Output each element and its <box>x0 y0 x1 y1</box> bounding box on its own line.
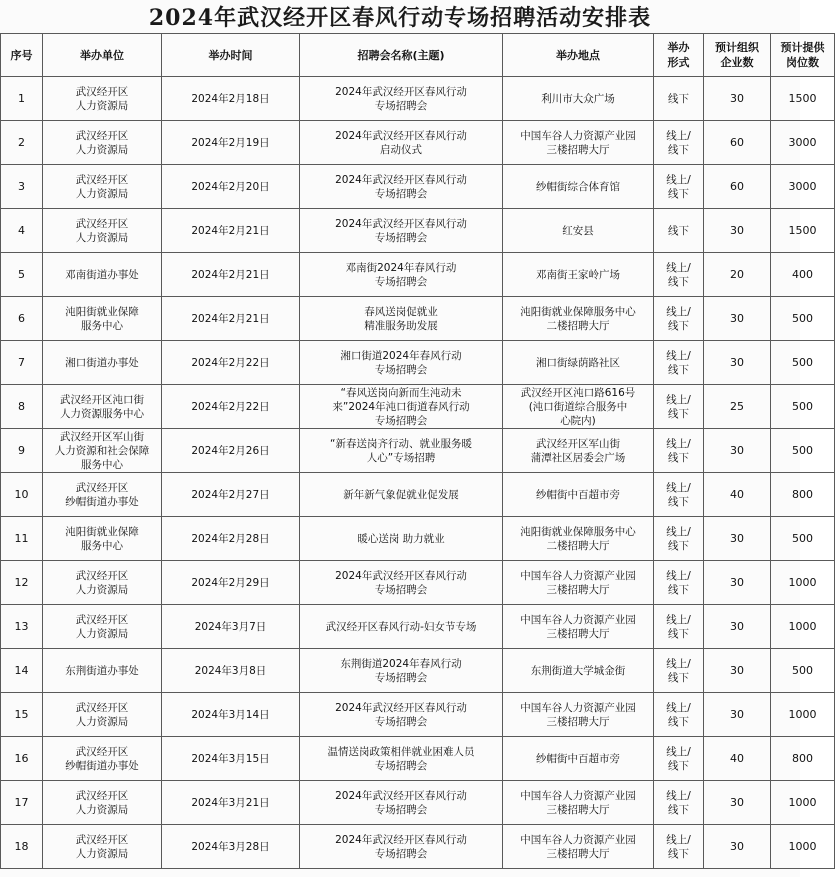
cell-companies: 30 <box>704 693 771 737</box>
table-row <box>1 385 835 429</box>
cell-seq: 1 <box>1 77 43 121</box>
cell-location: 纱帽街中百超市旁 <box>503 737 654 781</box>
cell-positions: 400 <box>771 253 835 297</box>
cell-seq: 18 <box>1 825 43 869</box>
cell-format: 线上/ 线下 <box>654 165 704 209</box>
cell-event-name: 2024年武汉经开区春风行动 启动仪式 <box>300 121 503 165</box>
cell-event-name: 2024年武汉经开区春风行动 专场招聘会 <box>300 825 503 869</box>
cell-date: 2024年2月28日 <box>162 517 300 561</box>
cell-organizer: 武汉经开区 人力资源局 <box>43 77 162 121</box>
header-organizer: 举办单位 <box>43 34 162 77</box>
cell-event-name: 邓南街2024年春风行动 专场招聘会 <box>300 253 503 297</box>
cell-seq: 14 <box>1 649 43 693</box>
cell-location: 湘口街绿荫路社区 <box>503 341 654 385</box>
cell-organizer: 武汉经开区 人力资源局 <box>43 693 162 737</box>
cell-positions: 500 <box>771 649 835 693</box>
cell-companies: 30 <box>704 781 771 825</box>
cell-companies: 30 <box>704 649 771 693</box>
cell-format: 线上/ 线下 <box>654 473 704 517</box>
cell-positions: 500 <box>771 341 835 385</box>
cell-date: 2024年2月29日 <box>162 561 300 605</box>
cell-positions: 500 <box>771 429 835 473</box>
cell-location: 中国车谷人力资源产业园 三楼招聘大厅 <box>503 561 654 605</box>
cell-organizer: 武汉经开区 人力资源局 <box>43 165 162 209</box>
cell-format: 线上/ 线下 <box>654 649 704 693</box>
cell-positions: 3000 <box>771 165 835 209</box>
cell-format: 线上/ 线下 <box>654 825 704 869</box>
table-body <box>1 77 835 869</box>
cell-seq: 12 <box>1 561 43 605</box>
cell-positions: 500 <box>771 297 835 341</box>
cell-date: 2024年2月21日 <box>162 209 300 253</box>
cell-event-name: 2024年武汉经开区春风行动 专场招聘会 <box>300 693 503 737</box>
cell-organizer: 湘口街道办事处 <box>43 341 162 385</box>
cell-companies: 20 <box>704 253 771 297</box>
cell-format: 线下 <box>654 209 704 253</box>
cell-event-name: 暖心送岗 助力就业 <box>300 517 503 561</box>
cell-organizer: 沌阳街就业保障 服务中心 <box>43 297 162 341</box>
cell-seq: 4 <box>1 209 43 253</box>
cell-positions: 3000 <box>771 121 835 165</box>
cell-format: 线上/ 线下 <box>654 561 704 605</box>
cell-companies: 30 <box>704 825 771 869</box>
cell-format: 线上/ 线下 <box>654 517 704 561</box>
cell-companies: 30 <box>704 297 771 341</box>
cell-organizer: 武汉经开区 人力资源局 <box>43 121 162 165</box>
cell-location: 中国车谷人力资源产业园 三楼招聘大厅 <box>503 693 654 737</box>
cell-location: 利川市大众广场 <box>503 77 654 121</box>
cell-seq: 2 <box>1 121 43 165</box>
cell-location: 中国车谷人力资源产业园 三楼招聘大厅 <box>503 781 654 825</box>
cell-format: 线上/ 线下 <box>654 297 704 341</box>
header-event-name: 招聘会名称(主题) <box>300 34 503 77</box>
cell-date: 2024年2月27日 <box>162 473 300 517</box>
cell-organizer: 东荆街道办事处 <box>43 649 162 693</box>
cell-format: 线上/ 线下 <box>654 737 704 781</box>
cell-seq: 13 <box>1 605 43 649</box>
cell-companies: 40 <box>704 737 771 781</box>
cell-positions: 500 <box>771 517 835 561</box>
cell-positions: 1000 <box>771 825 835 869</box>
cell-seq: 9 <box>1 429 43 473</box>
cell-seq: 8 <box>1 385 43 429</box>
cell-event-name: “新春送岗齐行动、就业服务暖 人心”专场招聘 <box>300 429 503 473</box>
table-row <box>1 561 835 605</box>
cell-seq: 16 <box>1 737 43 781</box>
cell-companies: 30 <box>704 341 771 385</box>
cell-location: 红安县 <box>503 209 654 253</box>
cell-date: 2024年2月19日 <box>162 121 300 165</box>
cell-organizer: 武汉经开区军山街 人力资源和社会保障 服务中心 <box>43 429 162 473</box>
cell-companies: 30 <box>704 209 771 253</box>
cell-event-name: 湘口街道2024年春风行动 专场招聘会 <box>300 341 503 385</box>
cell-date: 2024年2月20日 <box>162 165 300 209</box>
cell-location: 武汉经开区军山街 蒲潭社区居委会广场 <box>503 429 654 473</box>
cell-organizer: 武汉经开区 人力资源局 <box>43 825 162 869</box>
table-row <box>1 517 835 561</box>
cell-organizer: 武汉经开区 人力资源局 <box>43 605 162 649</box>
cell-companies: 30 <box>704 429 771 473</box>
table-row <box>1 605 835 649</box>
cell-date: 2024年3月8日 <box>162 649 300 693</box>
cell-seq: 6 <box>1 297 43 341</box>
cell-date: 2024年2月22日 <box>162 385 300 429</box>
cell-positions: 800 <box>771 737 835 781</box>
table-row <box>1 649 835 693</box>
cell-location: 东荆街道大学城金街 <box>503 649 654 693</box>
header-seq: 序号 <box>1 34 43 77</box>
cell-location: 中国车谷人力资源产业园 三楼招聘大厅 <box>503 121 654 165</box>
page-title: 2024年武汉经开区春风行动专场招聘活动安排表 <box>148 5 652 31</box>
cell-organizer: 邓南街道办事处 <box>43 253 162 297</box>
header-format: 举办 形式 <box>654 34 704 77</box>
cell-organizer: 武汉经开区沌口街 人力资源服务中心 <box>43 385 162 429</box>
cell-companies: 30 <box>704 561 771 605</box>
cell-format: 线上/ 线下 <box>654 429 704 473</box>
cell-positions: 1000 <box>771 781 835 825</box>
cell-positions: 1500 <box>771 209 835 253</box>
cell-organizer: 武汉经开区 人力资源局 <box>43 561 162 605</box>
table-row <box>1 253 835 297</box>
header-date: 举办时间 <box>162 34 300 77</box>
cell-format: 线上/ 线下 <box>654 385 704 429</box>
schedule-table <box>0 33 835 869</box>
cell-location: 沌阳街就业保障服务中心 二楼招聘大厅 <box>503 297 654 341</box>
table-row <box>1 209 835 253</box>
cell-companies: 30 <box>704 517 771 561</box>
cell-location: 中国车谷人力资源产业园 三楼招聘大厅 <box>503 605 654 649</box>
cell-seq: 17 <box>1 781 43 825</box>
cell-date: 2024年3月28日 <box>162 825 300 869</box>
cell-positions: 1000 <box>771 693 835 737</box>
table-row <box>1 825 835 869</box>
cell-positions: 800 <box>771 473 835 517</box>
cell-companies: 60 <box>704 165 771 209</box>
table-row <box>1 737 835 781</box>
cell-event-name: 东荆街道2024年春风行动 专场招聘会 <box>300 649 503 693</box>
table-row <box>1 297 835 341</box>
cell-format: 线上/ 线下 <box>654 121 704 165</box>
cell-event-name: 新年新气象促就业促发展 <box>300 473 503 517</box>
cell-date: 2024年2月26日 <box>162 429 300 473</box>
cell-companies: 25 <box>704 385 771 429</box>
cell-seq: 11 <box>1 517 43 561</box>
cell-positions: 1500 <box>771 77 835 121</box>
table-row <box>1 341 835 385</box>
cell-seq: 10 <box>1 473 43 517</box>
cell-event-name: 2024年武汉经开区春风行动 专场招聘会 <box>300 77 503 121</box>
cell-location: 沌阳街就业保障服务中心 二楼招聘大厅 <box>503 517 654 561</box>
cell-format: 线上/ 线下 <box>654 781 704 825</box>
cell-positions: 1000 <box>771 561 835 605</box>
cell-format: 线上/ 线下 <box>654 253 704 297</box>
header-location: 举办地点 <box>503 34 654 77</box>
cell-date: 2024年2月22日 <box>162 341 300 385</box>
cell-event-name: 2024年武汉经开区春风行动 专场招聘会 <box>300 209 503 253</box>
cell-event-name: “春风送岗向新而生沌动未 来”2024年沌口街道春风行动 专场招聘会 <box>300 385 503 429</box>
table-row <box>1 693 835 737</box>
cell-event-name: 2024年武汉经开区春风行动 专场招聘会 <box>300 561 503 605</box>
cell-date: 2024年2月21日 <box>162 253 300 297</box>
cell-event-name: 武汉经开区春风行动-妇女节专场 <box>300 605 503 649</box>
cell-seq: 5 <box>1 253 43 297</box>
cell-location: 中国车谷人力资源产业园 三楼招聘大厅 <box>503 825 654 869</box>
table-row <box>1 121 835 165</box>
table-row <box>1 781 835 825</box>
cell-format: 线下 <box>654 77 704 121</box>
cell-positions: 1000 <box>771 605 835 649</box>
cell-organizer: 武汉经开区 人力资源局 <box>43 781 162 825</box>
cell-companies: 60 <box>704 121 771 165</box>
cell-seq: 3 <box>1 165 43 209</box>
cell-location: 纱帽街综合体育馆 <box>503 165 654 209</box>
cell-location: 纱帽街中百超市旁 <box>503 473 654 517</box>
cell-date: 2024年2月18日 <box>162 77 300 121</box>
cell-companies: 30 <box>704 77 771 121</box>
cell-event-name: 春风送岗促就业 精准服务助发展 <box>300 297 503 341</box>
table-row <box>1 429 835 473</box>
cell-date: 2024年3月14日 <box>162 693 300 737</box>
cell-format: 线上/ 线下 <box>654 341 704 385</box>
table-row <box>1 165 835 209</box>
cell-location: 武汉经开区沌口路616号 (沌口街道综合服务中 心院内) <box>503 385 654 429</box>
cell-organizer: 武汉经开区 纱帽街道办事处 <box>43 737 162 781</box>
cell-event-name: 温情送岗政策相伴就业困难人员 专场招聘会 <box>300 737 503 781</box>
cell-organizer: 武汉经开区 纱帽街道办事处 <box>43 473 162 517</box>
table-row <box>1 77 835 121</box>
table-row <box>1 473 835 517</box>
cell-location: 邓南街王家岭广场 <box>503 253 654 297</box>
cell-organizer: 武汉经开区 人力资源局 <box>43 209 162 253</box>
table-header-row <box>1 34 835 77</box>
cell-companies: 40 <box>704 473 771 517</box>
cell-organizer: 沌阳街就业保障 服务中心 <box>43 517 162 561</box>
header-positions: 预计提供 岗位数 <box>771 34 835 77</box>
cell-seq: 15 <box>1 693 43 737</box>
cell-companies: 30 <box>704 605 771 649</box>
cell-date: 2024年3月15日 <box>162 737 300 781</box>
cell-date: 2024年3月7日 <box>162 605 300 649</box>
header-companies: 预计组织 企业数 <box>704 34 771 77</box>
cell-format: 线上/ 线下 <box>654 605 704 649</box>
cell-date: 2024年2月21日 <box>162 297 300 341</box>
cell-event-name: 2024年武汉经开区春风行动 专场招聘会 <box>300 165 503 209</box>
cell-date: 2024年3月21日 <box>162 781 300 825</box>
cell-event-name: 2024年武汉经开区春风行动 专场招聘会 <box>300 781 503 825</box>
cell-positions: 500 <box>771 385 835 429</box>
cell-seq: 7 <box>1 341 43 385</box>
cell-format: 线上/ 线下 <box>654 693 704 737</box>
